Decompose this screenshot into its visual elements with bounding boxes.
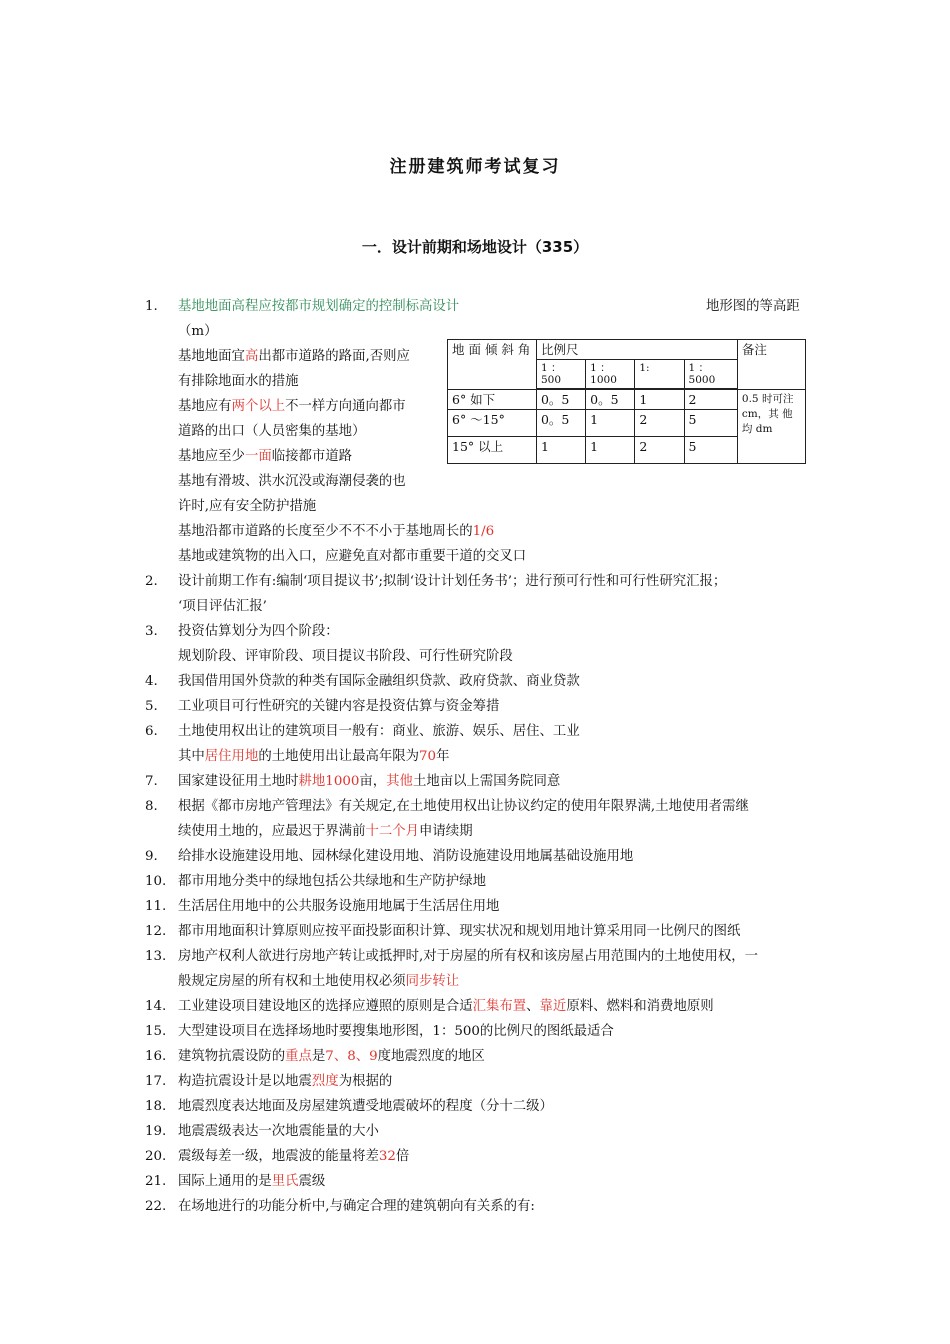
table-value-cell: 5 bbox=[684, 437, 737, 464]
table-value-cell: 1 bbox=[536, 437, 585, 464]
item-number: 15. bbox=[145, 1024, 167, 1039]
item-text: 房地产权利人欲进行房地产转让或抵押时,对于房屋的所有权和该房屋占用范围内的土地使用权，一 bbox=[178, 949, 759, 964]
table-value-cell: 1 bbox=[586, 437, 635, 464]
section-heading: 一．设计前期和场地设计（335） bbox=[361, 238, 589, 256]
item-text: ‘项目评估汇报’ bbox=[178, 599, 267, 614]
item-text: 许时,应有安全防护措施 bbox=[178, 499, 317, 514]
item-text: 工业建设项目建设地区的选择应遵照的原则是合适汇集布置、靠近原料、燃料和消费地原则 bbox=[178, 999, 714, 1014]
item-number: 18. bbox=[145, 1099, 167, 1114]
item-number: 13. bbox=[145, 949, 167, 964]
table-caption: 地形图的等高距 bbox=[706, 299, 800, 314]
table-slope-cell: 6° ～15° bbox=[448, 410, 537, 437]
table-header-remark: 备注 bbox=[737, 340, 805, 390]
item-text: 基地沿都市道路的长度至少不不不小于基地周长的1/6 bbox=[178, 524, 495, 539]
table-value-cell: 0。5 bbox=[536, 389, 585, 410]
table-scale-cell: 1 ： 500 bbox=[536, 360, 585, 390]
item-number: 10. bbox=[145, 874, 167, 889]
item-text: 我国借用国外贷款的种类有国际金融组织贷款、政府贷款、商业贷款 bbox=[178, 674, 580, 689]
document-title: 注册建筑师考试复习 bbox=[389, 157, 561, 177]
table-value-cell: 2 bbox=[684, 389, 737, 410]
item-number: 21. bbox=[145, 1174, 167, 1189]
table-scale-cell: 1 ： 5000 bbox=[684, 360, 737, 390]
item-number: 14. bbox=[145, 999, 167, 1014]
table-value-cell: 0。5 bbox=[536, 410, 585, 437]
item-number: 7. bbox=[145, 774, 158, 789]
table-remark-cell: 0.5 时可注 cm，其 他 均 dm bbox=[737, 389, 805, 464]
item-number: 2. bbox=[145, 574, 158, 589]
item-text: 土地使用权出让的建筑项目一般有：商业、旅游、娱乐、居住、工业 bbox=[178, 724, 580, 739]
table-unit: （m） bbox=[178, 324, 218, 339]
table-header-scale: 比例尺 bbox=[536, 340, 737, 360]
item-text: 都市用地面积计算原则应按平面投影面积计算、现实状况和规划用地计算采用同一比例尺的图纸 bbox=[178, 924, 741, 939]
item-number: 9. bbox=[145, 849, 158, 864]
item-number: 19. bbox=[145, 1124, 167, 1139]
table-slope-cell: 6° 如下 bbox=[448, 389, 537, 410]
item-text: 投资估算划分为四个阶段： bbox=[178, 624, 339, 639]
item-text: 建筑物抗震设防的重点是7、8、9度地震烈度的地区 bbox=[178, 1049, 485, 1064]
item-text: 都市用地分类中的绿地包括公共绿地和生产防护绿地 bbox=[178, 874, 486, 889]
item-text: 基地应至少一面临接都市道路 bbox=[178, 449, 353, 464]
table-value-cell: 2 bbox=[635, 437, 684, 464]
table-scale-cell: 1: bbox=[635, 360, 684, 390]
item-text: 国际上通用的是里氏震级 bbox=[178, 1174, 326, 1189]
item-number: 6. bbox=[145, 724, 158, 739]
item-text: 基地有滑坡、洪水沉没或海潮侵袭的也 bbox=[178, 474, 406, 489]
item-text: 有排除地面水的措施 bbox=[178, 374, 299, 389]
item-text: 般规定房屋的所有权和土地使用权必须同步转让 bbox=[178, 974, 460, 989]
item-text: 生活居住用地中的公共服务设施用地属于生活居住用地 bbox=[178, 899, 500, 914]
item-text: 在场地进行的功能分析中,与确定合理的建筑朝向有关系的有: bbox=[178, 1199, 535, 1214]
item-text: 大型建设项目在选择场地时要搜集地形图，1：500的比例尺的图纸最适合 bbox=[178, 1024, 614, 1039]
table-value-cell: 1 bbox=[635, 389, 684, 410]
item-number: 16. bbox=[145, 1049, 167, 1064]
item-number: 5. bbox=[145, 699, 158, 714]
item-text: 地震震级表达一次地震能量的大小 bbox=[178, 1124, 379, 1139]
item-text: 构造抗震设计是以地震烈度为根据的 bbox=[178, 1074, 393, 1089]
item-text: 给排水设施建设用地、园林绿化建设用地、消防设施建设用地属基础设施用地 bbox=[178, 849, 634, 864]
item-number: 3. bbox=[145, 624, 158, 639]
item-text: 基地或建筑物的出入口，应避免直对都市重要干道的交叉口 bbox=[178, 549, 527, 564]
item-number: 8. bbox=[145, 799, 158, 814]
item-text: 根据《都市房地产管理法》有关规定,在土地使用权出让协议约定的使用年限界满,土地使用者需继 bbox=[178, 799, 749, 814]
item-text: 基地地面高程应按都市规划确定的控制标高设计 bbox=[178, 299, 460, 314]
item-text: 地震烈度表达地面及房屋建筑遭受地震破坏的程度（分十二级） bbox=[178, 1099, 553, 1114]
item-number: 11. bbox=[145, 899, 167, 914]
item-text: 设计前期工作有:编制‘项目提议书’;拟制‘设计计划任务书’；进行预可行性和可行性研究汇报； bbox=[178, 574, 727, 589]
item-number: 1. bbox=[145, 299, 158, 314]
table-value-cell: 1 bbox=[586, 410, 635, 437]
item-number: 20. bbox=[145, 1149, 167, 1164]
item-text: 震级每差一级，地震波的能量将差32倍 bbox=[178, 1149, 410, 1164]
table-value-cell: 5 bbox=[684, 410, 737, 437]
item-text: 规划阶段、评审阶段、项目提议书阶段、可行性研究阶段 bbox=[178, 649, 513, 664]
item-number: 17. bbox=[145, 1074, 167, 1089]
table-value-cell: 0。5 bbox=[586, 389, 635, 410]
item-number: 22. bbox=[145, 1199, 167, 1214]
item-text: 基地应有两个以上不一样方向通向都市 bbox=[178, 399, 406, 414]
item-text: 道路的出口（人员密集的基地） bbox=[178, 424, 366, 439]
item-text: 续使用土地的，应最迟于界满前十二个月申请续期 bbox=[178, 824, 473, 839]
item-text: 国家建设征用土地时耕地1000亩，其他土地亩以上需国务院同意 bbox=[178, 774, 561, 789]
item-text: 其中居住用地的土地使用出让最高年限为70年 bbox=[178, 749, 450, 764]
item-number: 12. bbox=[145, 924, 167, 939]
item-text: 基地地面宜高出都市道路的路面,否则应 bbox=[178, 349, 410, 364]
table-header-slope: 地 面 倾 斜 角 bbox=[448, 340, 537, 390]
item-number: 4. bbox=[145, 674, 158, 689]
table-slope-cell: 15° 以上 bbox=[448, 437, 537, 464]
table-value-cell: 2 bbox=[635, 410, 684, 437]
item-text: 工业项目可行性研究的关键内容是投资估算与资金筹措 bbox=[178, 699, 500, 714]
contour-interval-table bbox=[447, 339, 806, 464]
table-scale-cell: 1 ： 1000 bbox=[586, 360, 635, 390]
